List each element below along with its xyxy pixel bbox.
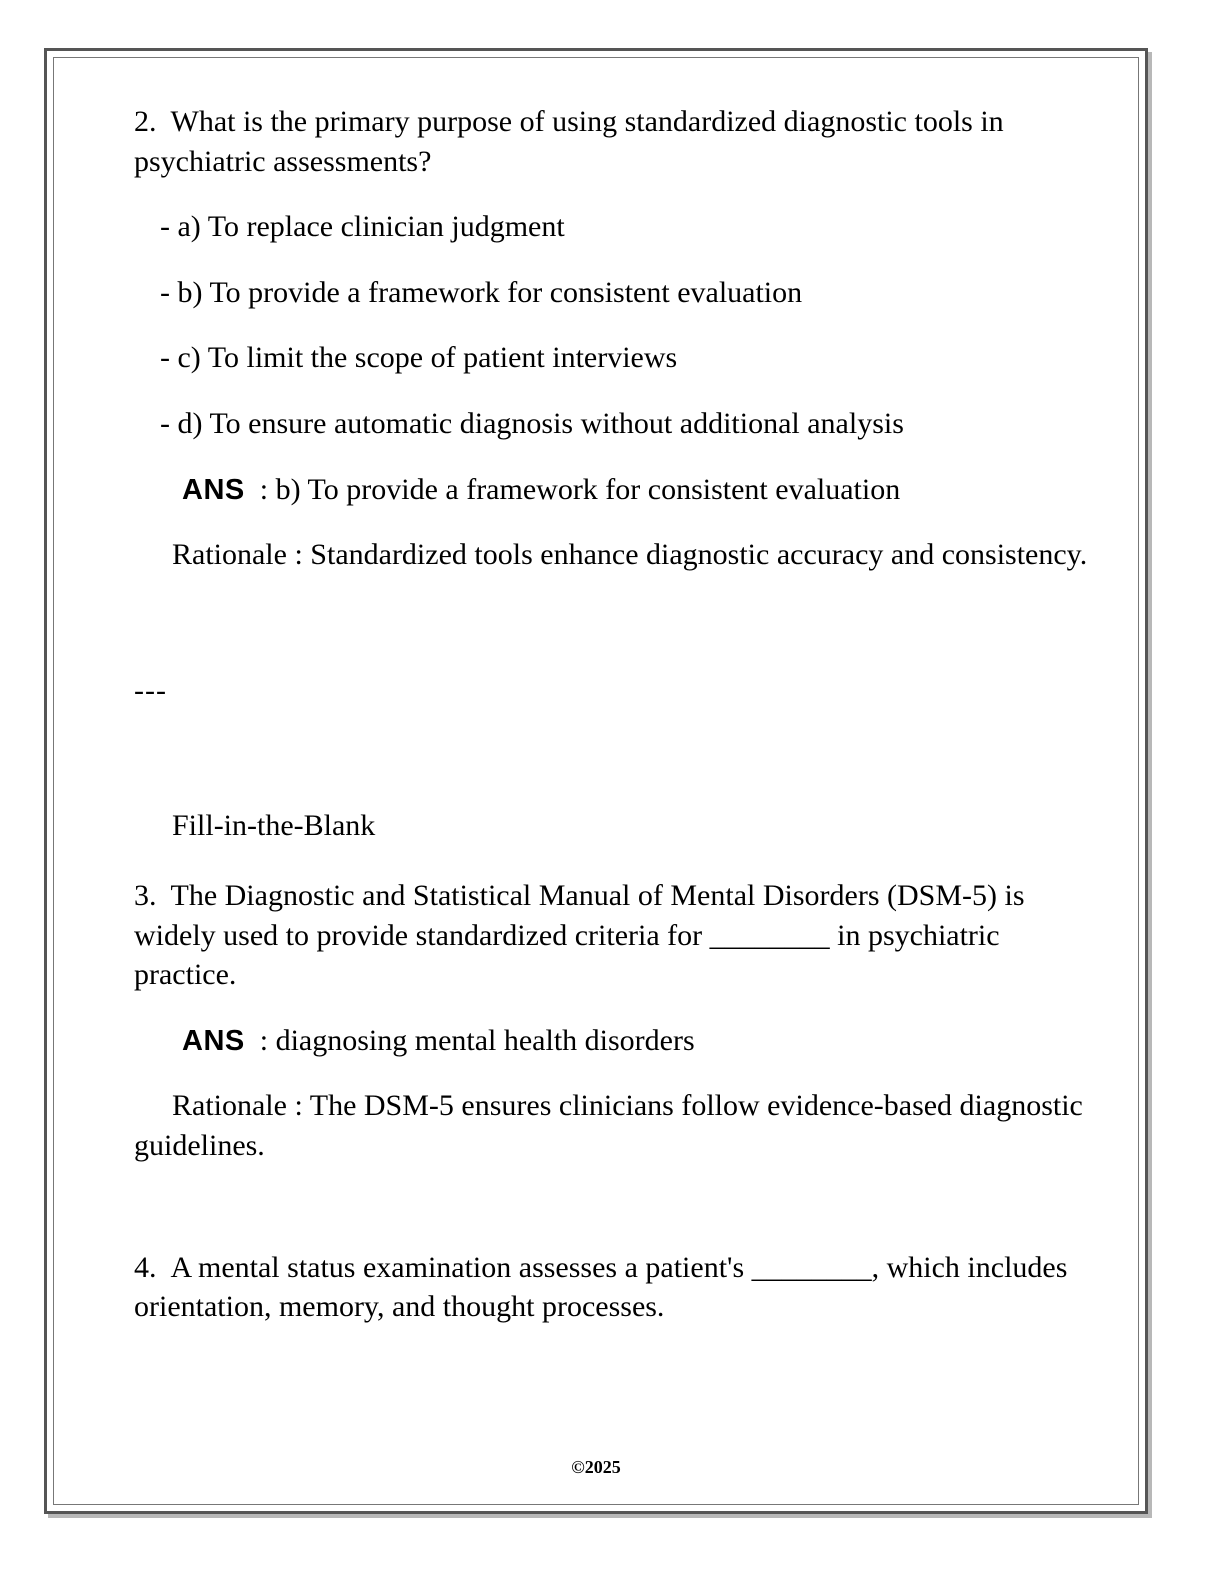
answer-label: ANS [182, 473, 245, 506]
question-3-number: 3. [134, 878, 157, 912]
question-2-option-d: - d) To ensure automatic diagnosis without additional analysis [160, 406, 904, 440]
spacer [134, 1192, 1092, 1248]
question-2-option-b: - b) To provide a framework for consistent evaluation [160, 275, 803, 309]
question-2-answer [182, 470, 1092, 510]
document-page [44, 48, 1148, 1514]
page-inner-border [53, 57, 1139, 1505]
question-2-option-a: - a) To replace clinician judgment [160, 210, 565, 244]
section-heading-fill-in-the-blank: Fill-in-the-Blank [172, 809, 376, 843]
answer-label: ANS [182, 1024, 245, 1057]
question-4-text: A mental status examination assesses a patient's ________, which includes orientation, memory, and thought processes. [134, 1250, 1068, 1324]
question-3 [134, 876, 1092, 995]
question-2-text: What is the primary purpose of using standardized diagnostic tools in psychiatric assessments? [134, 105, 1004, 178]
question-2 [134, 102, 1092, 181]
question-3-answer [182, 1021, 1092, 1061]
document-content [134, 102, 1092, 1353]
question-3-rationale: Rationale : The DSM-5 ensures clinicians follow evidence-based diagnostic guidelines. [134, 1089, 1083, 1162]
question-2-answer-text: : b) To provide a framework for consistent evaluation [259, 472, 901, 506]
question-4-number: 4. [134, 1250, 157, 1284]
question-4 [134, 1248, 1092, 1327]
question-3-answer-text: : diagnosing mental health disorders [259, 1023, 695, 1057]
question-2-rationale: Rationale : Standardized tools enhance diagnostic accuracy and consistency. [172, 538, 1088, 572]
section-divider: --- [134, 673, 167, 707]
question-2-number: 2. [134, 105, 157, 138]
question-3-text: The Diagnostic and Statistical Manual of Mental Disorders (DSM-5) is widely used to provide standardized criteria for ________ in psychiatric practice. [134, 878, 1025, 992]
page-footer: ©2025 [571, 1457, 621, 1477]
question-2-option-c: - c) To limit the scope of patient interviews [160, 341, 678, 375]
